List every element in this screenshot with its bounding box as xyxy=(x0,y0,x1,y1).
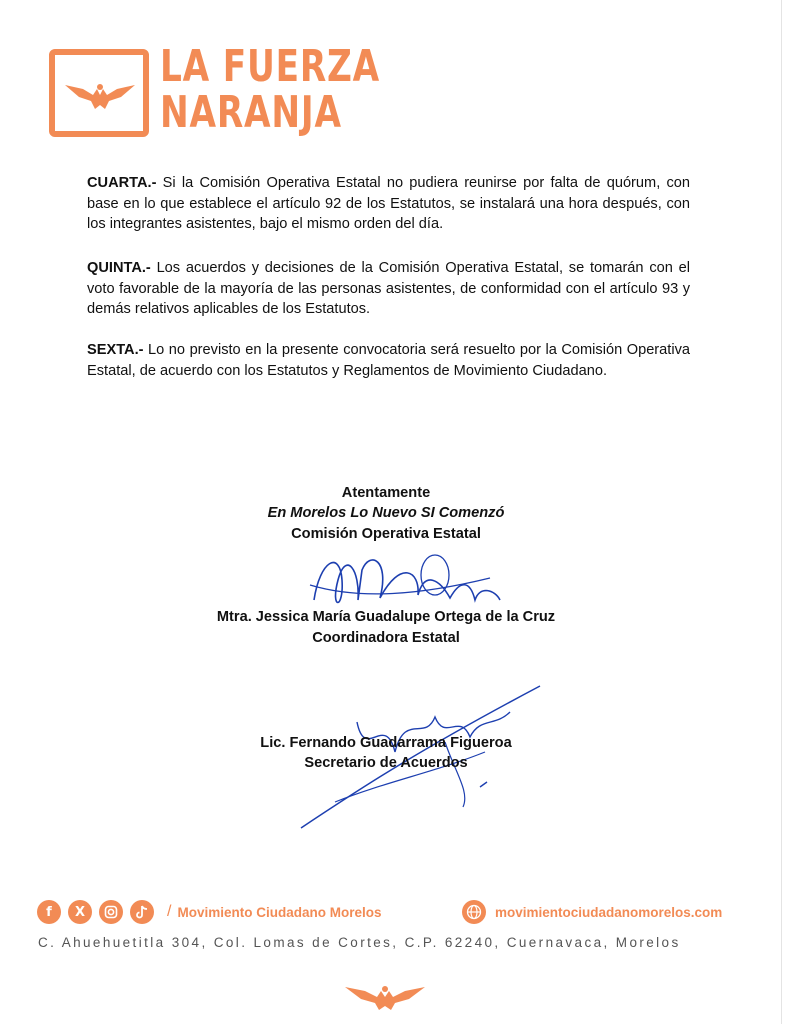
logo-line-2: NARANJA xyxy=(160,87,342,138)
commission-name: Comisión Operativa Estatal xyxy=(291,526,481,542)
x-icon[interactable]: X xyxy=(68,900,92,924)
signer-1-title: Coordinadora Estatal xyxy=(312,630,460,646)
clause-label: QUINTA.- xyxy=(87,260,151,276)
address: C. Ahuehuetitla 304, Col. Lomas de Cortes, C.P. 62240, Cuernavaca, Morelos xyxy=(38,935,681,950)
globe-icon xyxy=(462,900,486,924)
signer-2-name: Lic. Fernando Guadarrama Figueroa xyxy=(260,735,512,751)
logo-wordmark xyxy=(160,41,381,138)
tiktok-icon[interactable] xyxy=(130,900,154,924)
separator-slash: / xyxy=(167,903,172,920)
page-edge xyxy=(781,0,782,1024)
salutation: Atentamente xyxy=(341,485,431,501)
clause-label: SEXTA.- xyxy=(87,342,144,358)
logo-line-1: LA FUERZA xyxy=(160,41,381,92)
clause-label: CUARTA.- xyxy=(87,175,157,191)
website-link[interactable] xyxy=(462,898,722,926)
eagle-icon xyxy=(63,75,137,111)
signer-1-name: Mtra. Jessica María Guadalupe Ortega de la Cruz xyxy=(216,609,556,625)
clause-text: Lo no previsto en la presente convocatoria será resuelto por la Comisión Operativa Estatal, de acuerdo con los Estatutos y Reglamentos de Movimiento Ciudadano. xyxy=(87,342,690,379)
clause-sexta xyxy=(87,340,690,381)
website-url[interactable]: movimientociudadanomorelos.com xyxy=(495,904,723,920)
clause-text: Si la Comisión Operativa Estatal no pudiera reunirse por falta de quórum, con base en lo que establece el artículo 92 de los Estatutos, se instalará una hora después, con los integrantes asistentes, bajo el mismo orden del día. xyxy=(87,175,690,232)
eagle-icon xyxy=(343,981,427,1011)
motto: En Morelos Lo Nuevo SI Comenzó xyxy=(267,505,505,521)
signer-2-title: Secretario de Acuerdos xyxy=(304,755,468,771)
social-links xyxy=(37,898,381,926)
instagram-icon[interactable] xyxy=(99,900,123,924)
logo-frame xyxy=(49,49,149,137)
social-label[interactable]: Movimiento Ciudadano Morelos xyxy=(177,904,382,920)
clause-quinta xyxy=(87,258,690,320)
clause-text: Los acuerdos y decisiones de la Comisión Operativa Estatal, se tomarán con el voto favorable de la mayoría de las personas asistentes, de conformidad con el artículo 93 y demás relativos aplicables de los Estatutos. xyxy=(87,260,690,317)
facebook-icon[interactable]: f xyxy=(37,900,61,924)
clause-cuarta xyxy=(87,173,690,235)
